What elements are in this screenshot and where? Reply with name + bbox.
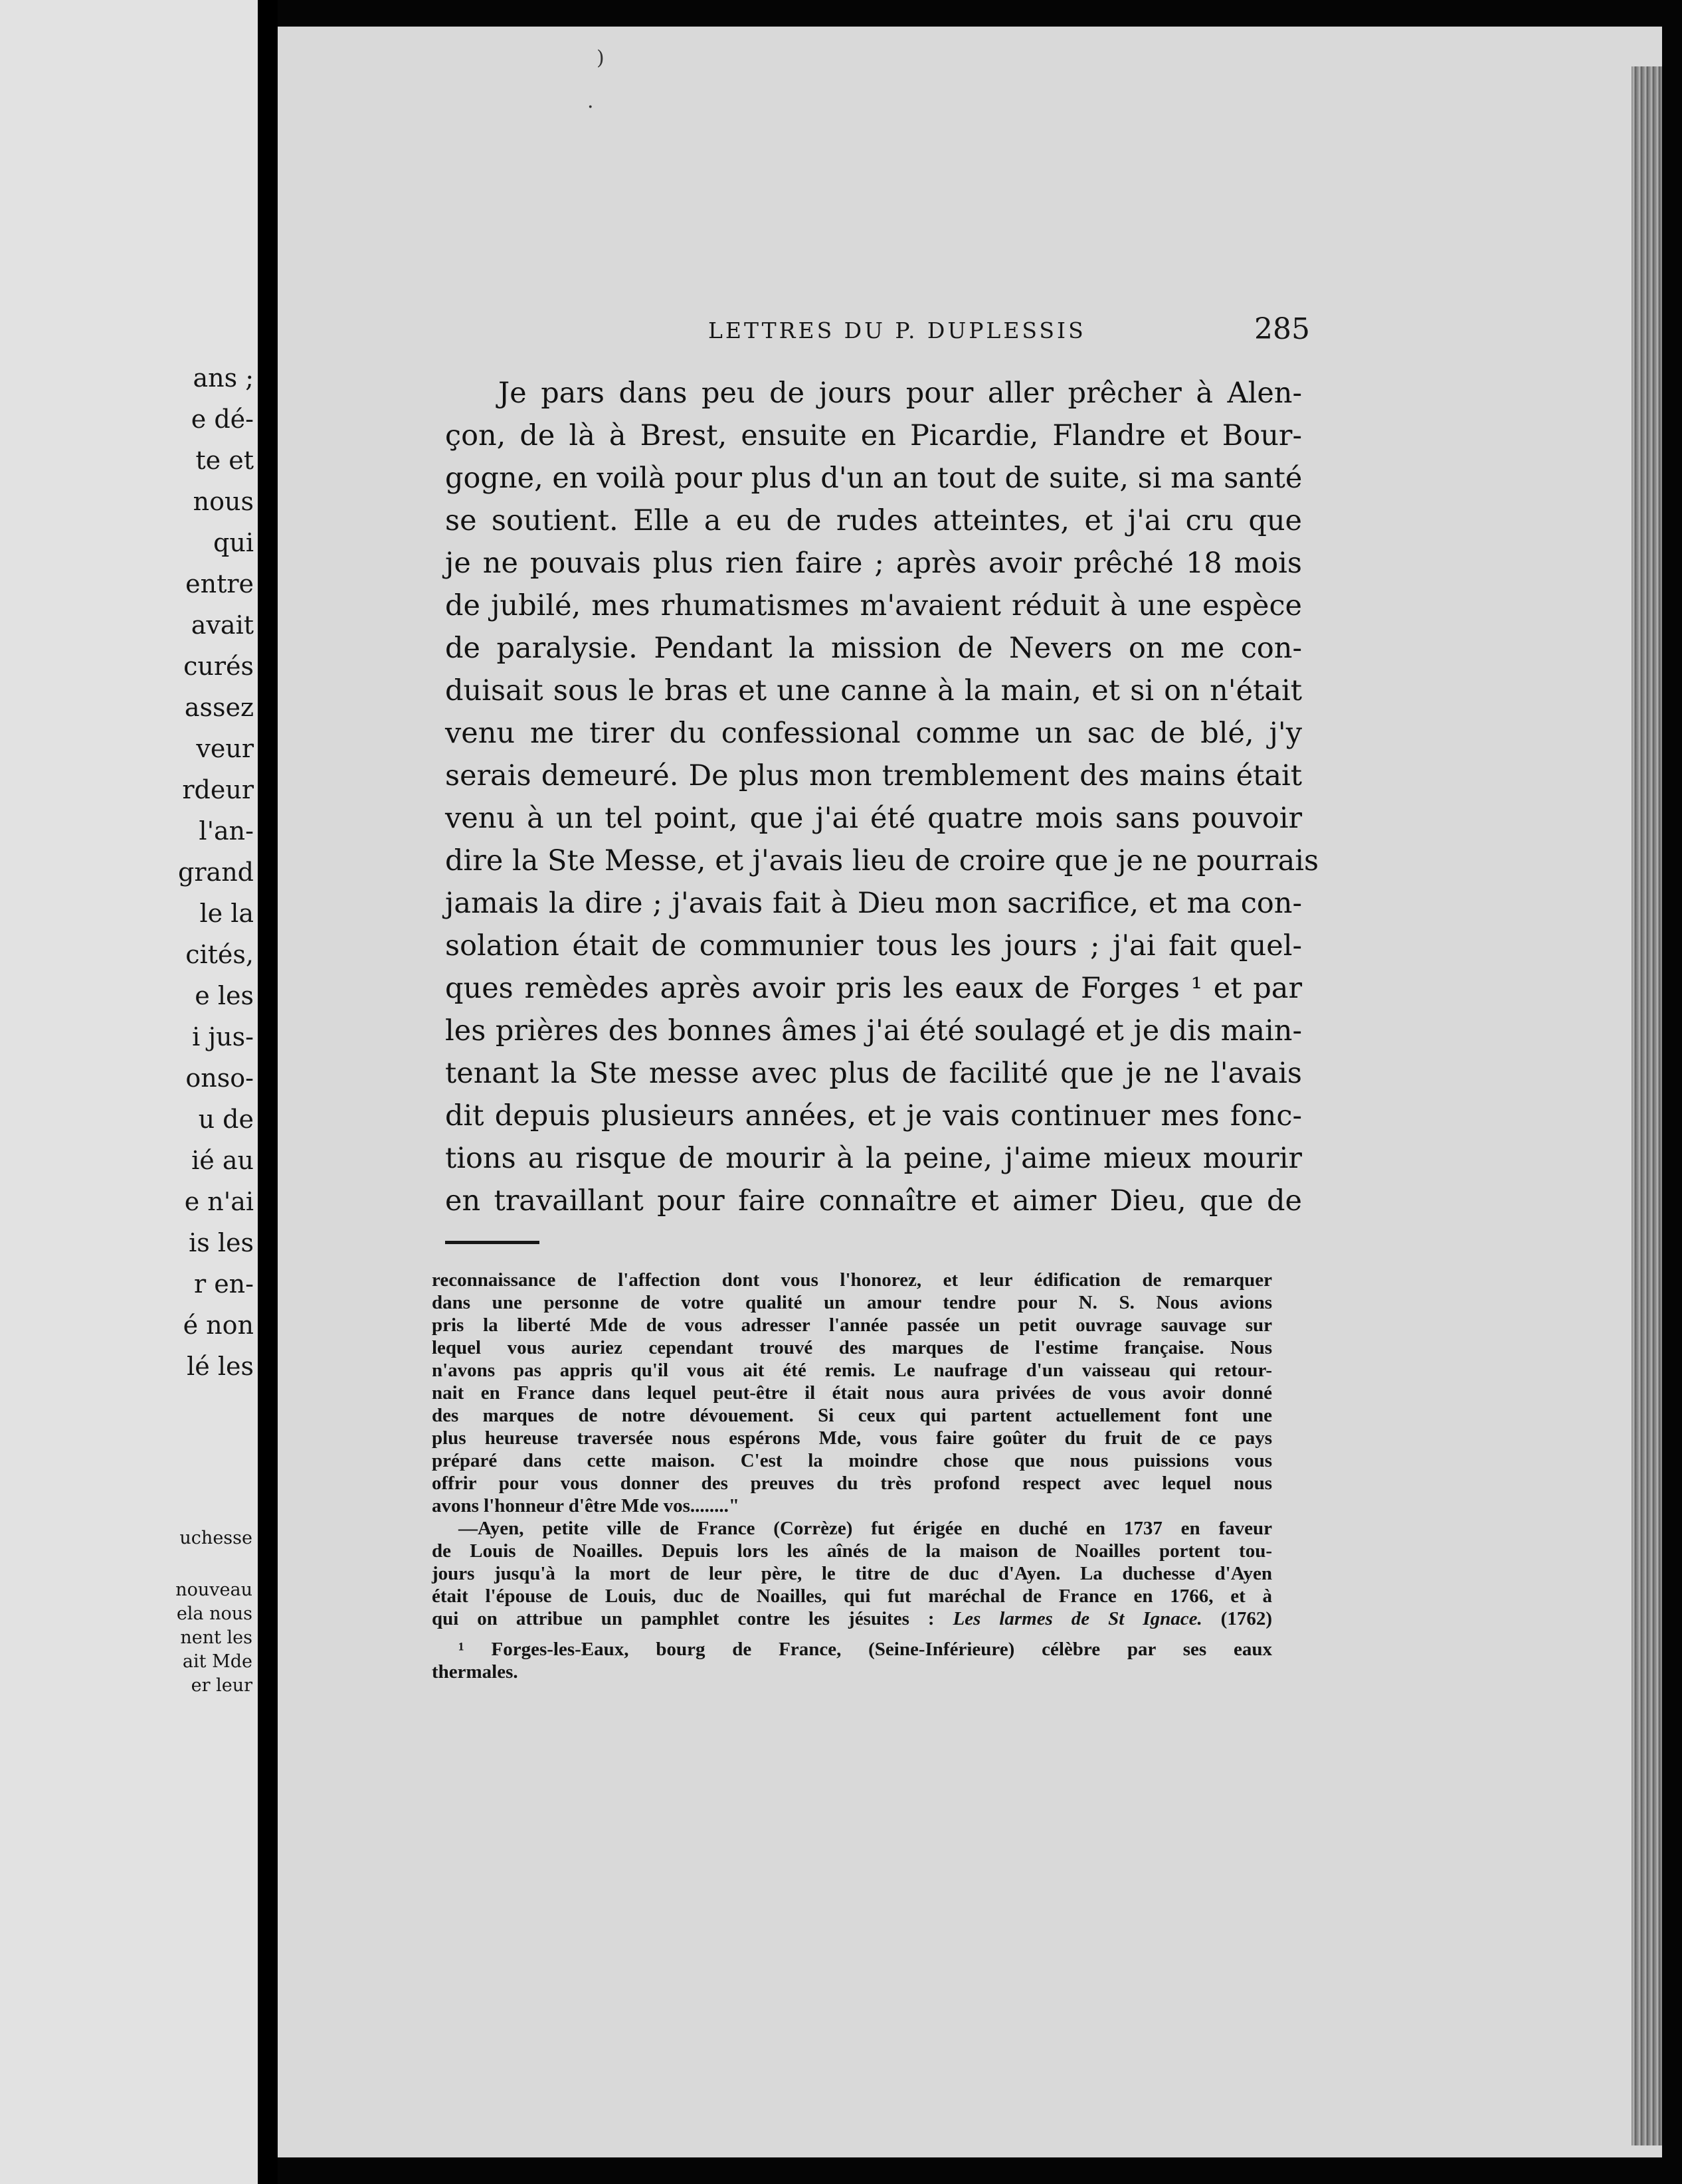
left-footnote-line: er leur	[191, 1675, 252, 1696]
footnote-line: préparé dans cette maison. C'est la moindre chose que nous puissions vous	[432, 1450, 1272, 1471]
running-title: LETTRES DU P. DUPLESSIS	[708, 318, 1086, 343]
left-line: r en-	[193, 1269, 254, 1299]
left-line: cités,	[185, 940, 254, 969]
footnote-text: qui on attribue un pamphlet contre les jésuites :	[432, 1608, 953, 1629]
text-line: tions au risque de mourir à la peine, j'aime mieux mourir	[445, 1142, 1302, 1175]
main-text	[445, 372, 1319, 1222]
footnote-line: thermales.	[432, 1661, 518, 1683]
left-line: e n'ai	[184, 1187, 254, 1216]
text-line: de paralysie. Pendant la mission de Nevers on me con-	[445, 632, 1302, 665]
left-line: é non	[183, 1311, 254, 1340]
left-footnote-line: nouveau	[175, 1580, 252, 1600]
text-line: dire la Ste Messe, et j'avais lieu de croire que je ne pourrais	[445, 844, 1319, 877]
footnote-line: offrir pour vous donner des preuves du très profond respect avec lequel nous	[432, 1473, 1272, 1494]
text-line: venu me tirer du confessional comme un sac de blé, j'y	[445, 717, 1302, 750]
footnote-rule	[445, 1241, 539, 1244]
text-line: je ne pouvais plus rien faire ; après avoir prêché 18 mois	[445, 547, 1302, 580]
left-line: assez	[184, 693, 254, 722]
footnote-line: lequel vous auriez cependant trouvé des marques de l'estime française. Nous	[432, 1337, 1272, 1358]
footnote-line	[432, 1607, 1272, 1630]
scan-speck: )	[597, 46, 605, 70]
left-line: te et	[195, 446, 254, 475]
left-footnote-line: nent les	[180, 1627, 252, 1648]
left-line: grand	[178, 858, 254, 887]
left-line: e les	[195, 981, 254, 1010]
footnote-line: reconnaissance de l'affection dont vous l'honorez, et leur édification de remarquer	[432, 1269, 1272, 1291]
left-line: entre	[185, 569, 254, 598]
text-line: jamais la dire ; j'avais fait à Dieu mon sacrifice, et ma con-	[445, 887, 1302, 920]
footnote-line: nait en France dans lequel peut-être il était nous aura privées de vous avoir donné	[432, 1382, 1272, 1404]
footnote-line: avons l'honneur d'être Mde vos........"	[432, 1495, 739, 1516]
page-edges	[1632, 66, 1662, 2145]
footnote-line: était l'épouse de Louis, duc de Noailles, qui fut maréchal de France en 1766, et à	[432, 1586, 1272, 1607]
left-line: e dé-	[191, 405, 254, 434]
scan-speck: ·	[587, 96, 594, 119]
left-line: ié au	[191, 1146, 254, 1175]
left-line: nous	[193, 487, 254, 516]
left-line: is les	[189, 1228, 254, 1257]
footnote-line: —Ayen, petite ville de France (Corrèze) fut érigée en duché en 1737 en faveur	[458, 1518, 1272, 1539]
left-line: lé les	[187, 1352, 254, 1381]
text-line: duisait sous le bras et une canne à la main, et si on n'était	[445, 674, 1302, 707]
footnote-line: dans une personne de votre qualité un amour tendre pour N. S. Nous avions	[432, 1292, 1272, 1313]
left-footnote-line: uchesse	[179, 1528, 252, 1548]
left-line: l'an-	[199, 816, 254, 846]
text-line: Je pars dans peu de jours pour aller prêcher à Alen-	[498, 377, 1302, 410]
left-footnote-line: ait Mde	[182, 1651, 252, 1672]
book-gutter	[258, 0, 278, 2184]
text-line: venu à un tel point, que j'ai été quatre mois sans pouvoir	[445, 802, 1302, 835]
left-line: veur	[196, 734, 254, 763]
left-line: onso-	[185, 1063, 254, 1093]
footnote-line: pris la liberté Mde de vous adresser l'année passée un petit ouvrage sauvage sur	[432, 1315, 1272, 1336]
text-line: se soutient. Elle a eu de rudes atteintes, et j'ai cru que	[445, 504, 1302, 537]
text-line: tenant la Ste messe avec plus de facilité que je ne l'avais	[445, 1057, 1302, 1090]
work-title: Les larmes de St Ignace.	[953, 1608, 1202, 1629]
footnote-line: de Louis de Noailles. Depuis lors les aînés de la maison de Noailles portent tou-	[432, 1540, 1272, 1562]
text-line: serais demeuré. De plus mon tremblement des mains était	[445, 759, 1302, 792]
footnote-line: plus heureuse traversée nous espérons Mde, vous faire goûter du fruit de ce pays	[432, 1427, 1272, 1449]
text-line: solation était de communier tous les jours ; j'ai fait quel-	[445, 929, 1302, 962]
text-line: les prières des bonnes âmes j'ai été soulagé et je dis main-	[445, 1014, 1302, 1047]
text-line: gogne, en voilà pour plus d'un an tout de suite, si ma santé	[445, 462, 1303, 495]
text-line: dit depuis plusieurs années, et je vais continuer mes fonc-	[445, 1099, 1302, 1133]
footnote-line: n'avons pas appris qu'il vous ait été remis. Le naufrage d'un vaisseau qui retour-	[432, 1360, 1272, 1381]
left-line: i jus-	[192, 1022, 254, 1051]
left-line: curés	[183, 652, 254, 681]
page-number: 285	[1254, 312, 1310, 346]
footnote-line: ¹ Forges-les-Eaux, bourg de France, (Seine-Inférieure) célèbre par ses eaux	[458, 1639, 1272, 1660]
text-line: çon, de là à Brest, ensuite en Picardie, Flandre et Bour-	[445, 419, 1302, 452]
text-line: ques remèdes après avoir pris les eaux de Forges ¹ et par	[445, 972, 1302, 1005]
left-line: u de	[198, 1105, 254, 1134]
left-line: avait	[191, 610, 254, 640]
left-page	[0, 0, 258, 2184]
text-line: de jubilé, mes rhumatismes m'avaient réduit à une espèce	[445, 589, 1302, 622]
left-footnote-line: ela nous	[176, 1603, 252, 1624]
footnote-line: des marques de notre dévouement. Si ceux qui partent actuellement font une	[432, 1405, 1272, 1426]
footnote-line: jours jusqu'à la mort de leur père, le titre de duc d'Ayen. La duchesse d'Ayen	[432, 1563, 1272, 1584]
footnotes	[432, 1269, 1272, 1683]
footnote-text: (1762)	[1202, 1608, 1272, 1629]
text-line: en travaillant pour faire connaître et aimer Dieu, que de	[445, 1184, 1302, 1218]
left-line: qui	[213, 528, 254, 557]
left-line: rdeur	[182, 775, 254, 804]
left-line: ans ;	[193, 363, 254, 393]
left-line: le la	[199, 899, 254, 928]
